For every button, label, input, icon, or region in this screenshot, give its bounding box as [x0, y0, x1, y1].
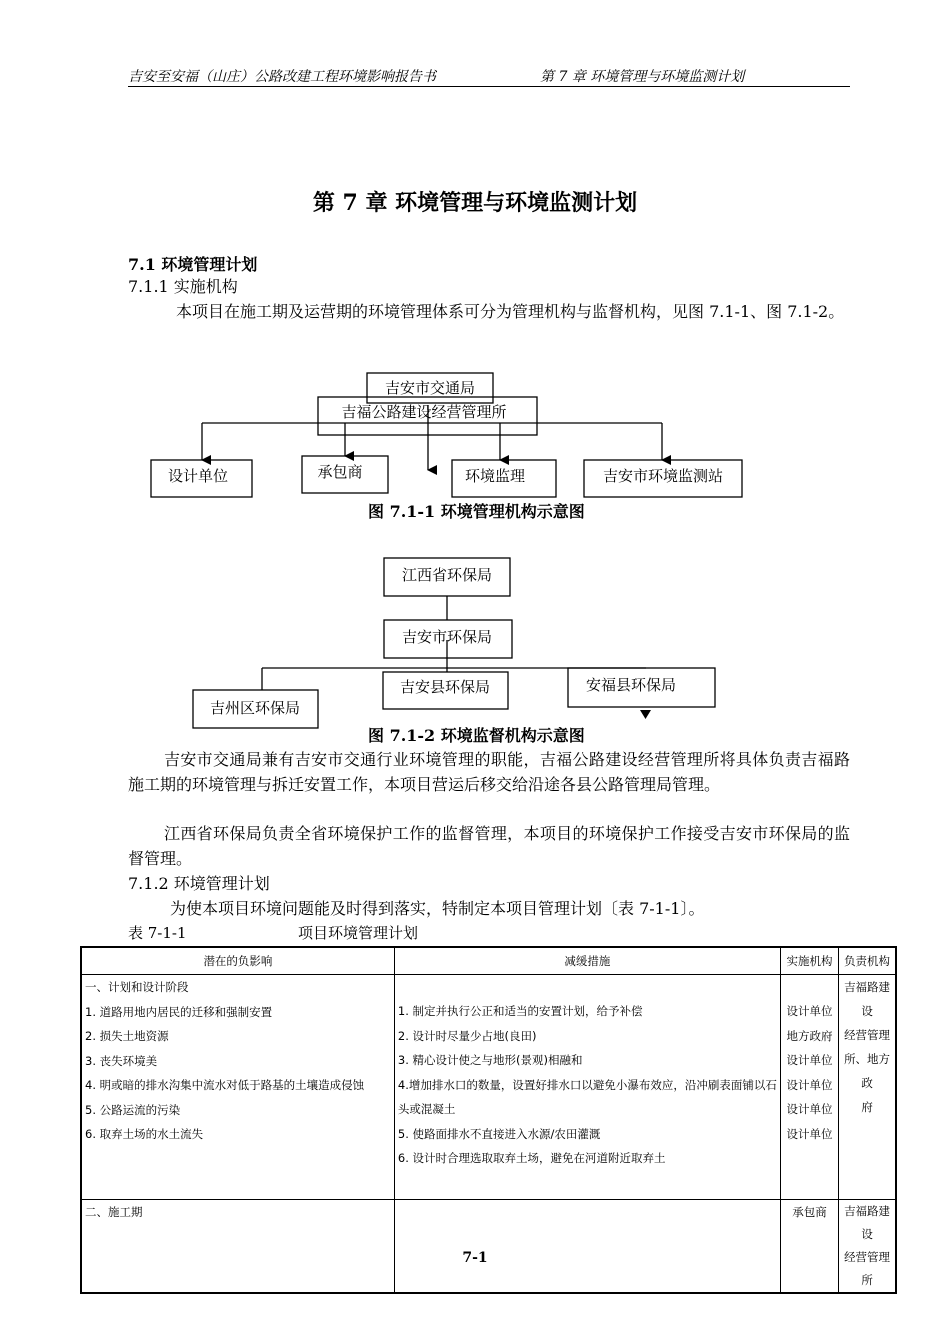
label-anfu-epb: 安福县环保局	[585, 676, 677, 694]
label-design-unit: 设计单位	[167, 467, 229, 485]
implementer-item: 设计单位	[786, 1126, 833, 1141]
impact-item: 6. 取弃土场的水土流失	[85, 1127, 204, 1141]
label-env-supervision: 环境监理	[464, 467, 526, 485]
header-negative-impact: 潜在的负影响	[81, 947, 394, 975]
header-mitigation: 减缓措施	[394, 947, 780, 975]
label-contractor: 承包商	[317, 463, 363, 481]
measure-item: 6. 设计时合理选取取弃土场，避免在河道附近取弃土	[397, 1151, 666, 1165]
implementer-item: 设计单位	[786, 1077, 833, 1092]
measure-item: 4.增加排水口的数量，设置好排水口以避免小瀑布效应，沿冲刷表面铺以石	[397, 1077, 777, 1092]
measure-item: 头或混凝土	[397, 1102, 456, 1116]
responsible-line: 经营管理	[844, 1028, 891, 1042]
cell-responsible-planning	[839, 975, 896, 1200]
implementer-item: 设计单位	[786, 1053, 833, 1067]
responsible-line: 吉福路建设	[844, 980, 891, 1018]
table-header-row	[81, 947, 896, 975]
figure-7-1-2-caption: 图 7.1-2 环境监督机构示意图	[368, 726, 585, 745]
environmental-management-plan-table	[80, 946, 897, 1294]
paragraph-supervision-duties: 江西省环保局负责全省环境保护工作的监督管理，本项目的环境保护工作接受吉安市环保局的监督管理。	[128, 824, 850, 868]
measure-item: 1. 制定并执行公正和适当的安置计划，给予补偿	[397, 1004, 643, 1018]
responsible-line: 吉福路建设	[844, 1204, 891, 1241]
label-jizhou-epb: 吉州区环保局	[209, 699, 301, 717]
impact-item: 5. 公路运流的污染	[85, 1102, 181, 1117]
label-jian-county-epb: 吉安县环保局	[399, 678, 491, 696]
paragraph-plan-intro: 为使本项目环境问题能及时得到落实，特制定本项目管理计划〔表 7-1-1〕。	[170, 899, 705, 918]
cell-implementers-planning	[780, 975, 838, 1200]
intro-paragraph: 本项目在施工期及运营期的环境管理体系可分为管理机构与监督机构，见图 7.1-1、图 7.1-2。	[176, 302, 845, 321]
cell-measures-construction	[394, 1200, 780, 1294]
section-7-1-2-heading: 7.1.2 环境管理计划	[128, 874, 270, 893]
stage-label-planning: 一、计划和设计阶段	[85, 980, 189, 994]
implementer-item: 承包商	[792, 1205, 827, 1219]
figure-7-1-1-caption: 图 7.1-1 环境管理机构示意图	[368, 502, 585, 521]
paragraph-management-duties: 吉安市交通局兼有吉安市交通行业环境管理的职能，吉福公路建设经营管理所将具体负责吉福路施工期的环境管理与拆迁安置工作，本项目营运后移交给沿途各县公路管理局管理。	[128, 750, 850, 794]
label-jifu-management: 吉福公路建设经营管理所	[341, 403, 507, 421]
table-row-construction-stage	[81, 1200, 896, 1294]
measure-item: 5. 使路面排水不直接进入水源/农田灌溉	[397, 1126, 601, 1141]
impact-item: 4. 明或暗的排水沟集中流水对低于路基的土壤造成侵蚀	[85, 1078, 365, 1092]
cell-measures-planning	[394, 975, 780, 1200]
header-report-title: 吉安至安福（山庄）公路改建工程环境影响报告书	[128, 69, 436, 85]
measure-item: 3. 精心设计使之与地形(景观)相融和	[397, 1053, 583, 1067]
page-number: 7-1	[462, 1250, 488, 1266]
section-7-1-heading: 7.1 环境管理计划	[128, 255, 258, 274]
implementer-item: 设计单位	[786, 1004, 833, 1018]
table-number: 表 7-1-1	[128, 924, 187, 942]
header-chapter: 第 7 章 环境管理与环境监测计划	[540, 69, 745, 85]
table-row-planning-stage	[81, 975, 896, 1200]
label-jiangxi-epb: 江西省环保局	[401, 566, 493, 584]
responsible-line: 经营管理所	[844, 1250, 891, 1287]
arrowhead-anfu	[640, 710, 651, 719]
label-monitoring-station: 吉安市环境监测站	[602, 467, 724, 485]
cell-impacts-construction	[81, 1200, 394, 1294]
section-7-1-1-heading: 7.1.1 实施机构	[128, 277, 238, 296]
cell-implementer-construction	[780, 1200, 838, 1294]
responsible-line: 府	[861, 1100, 873, 1114]
label-jian-transport: 吉安市交通局	[384, 379, 476, 397]
label-jian-city-epb: 吉安市环保局	[401, 628, 493, 646]
stage-label-construction: 二、施工期	[85, 1205, 143, 1219]
cell-impacts-planning	[81, 975, 394, 1200]
impact-item: 1. 道路用地内居民的迁移和强制安置	[85, 1004, 273, 1019]
responsible-line: 所、地方政	[844, 1052, 891, 1090]
chapter-title: 第 7 章 环境管理与环境监测计划	[312, 190, 638, 216]
impact-item: 2. 损失土地资源	[85, 1029, 169, 1043]
impact-item: 3. 丧失环境美	[85, 1053, 158, 1068]
cell-responsible-construction	[839, 1200, 896, 1294]
table-title: 项目环境管理计划	[298, 924, 419, 942]
implementer-item: 设计单位	[786, 1102, 833, 1116]
implementer-item: 地方政府	[786, 1028, 833, 1043]
header-responsible: 负责机构	[839, 947, 896, 975]
measure-item: 2. 设计时尽量少占地(良田)	[397, 1028, 537, 1043]
header-implementer: 实施机构	[780, 947, 838, 975]
